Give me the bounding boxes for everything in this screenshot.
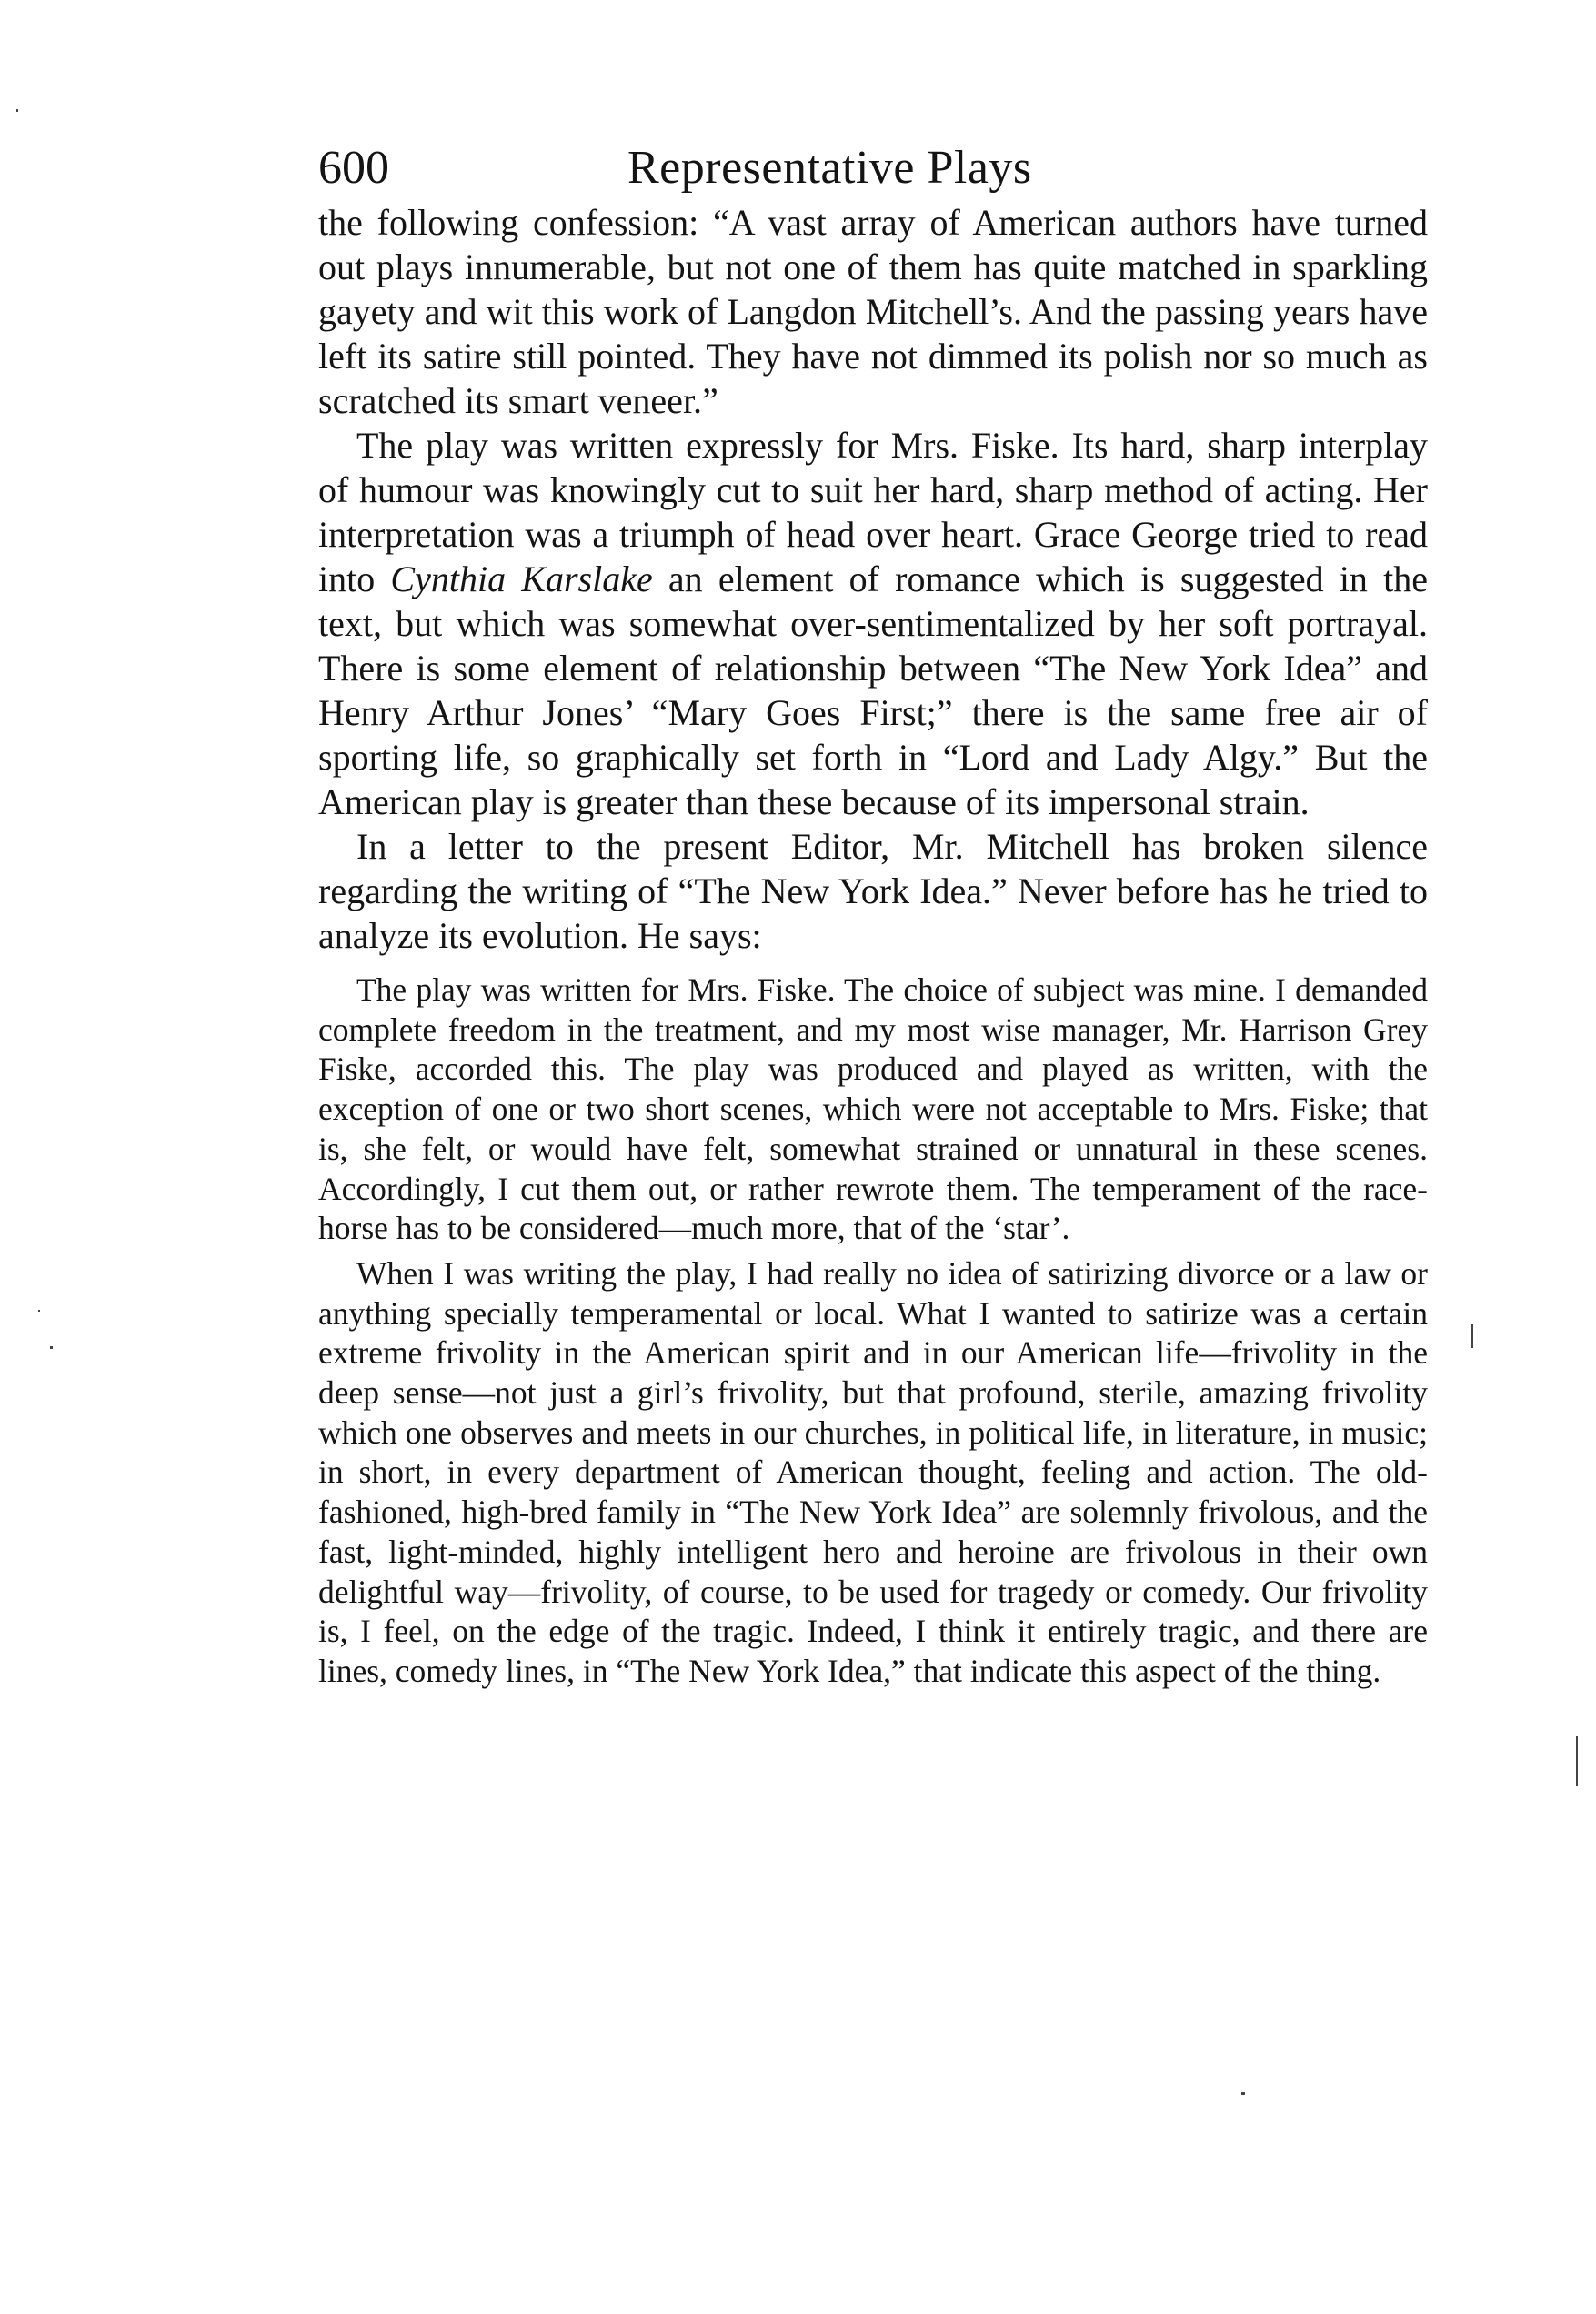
scan-speck bbox=[16, 109, 18, 112]
paragraph-1: the following confession: “A vast array of American authors have turned out plays innumerable, but not one of them has quite matched in sparkling gayety and wit this work of Langdon Mitchell’s. And the passing years have left its satire still pointed. They have not dimmed its polish nor so much as scratched its smart veneer.” bbox=[318, 202, 1428, 421]
scan-speck bbox=[38, 1310, 40, 1312]
letter-quotation bbox=[318, 971, 1428, 1692]
quote-paragraph-1: The play was written for Mrs. Fiske. The choice of subject was mine. I demanded complete freedom in the treatment, and my most wise manager, Mr. Harrison Grey Fiske, accorded this. The play was produced and played as written, with the exception of one or two short scenes, which were not acceptable to Mrs. Fiske; that is, she felt, or would have felt, somewhat strained or unnatural in these scenes. Accordingly, I cut them out, or rather rewrote them. The temperament of the race-horse has to be considered—much more, that of the ‘star’. bbox=[318, 971, 1428, 1247]
paragraph-2-text-b: an element of romance which is suggested in the text, but which was somewhat over-sentimentalized by her soft portrayal. There is some element of relationship between “The New York Idea” and Henry Arthur Jones’ “Mary Goes First;” there is the same free air of sporting life, so graphically set forth in “Lord and Lady Algy.” But the American play is greater than these because of its impersonal strain. bbox=[318, 558, 1428, 822]
running-head bbox=[318, 136, 1428, 200]
paragraph-3: In a letter to the present Editor, Mr. Mitchell has broken silence regarding the writing of “The New York Idea.” Never before has he tried to analyze its evolution. He says: bbox=[318, 826, 1428, 956]
scan-speck bbox=[1241, 2092, 1245, 2095]
scan-line bbox=[1471, 1324, 1473, 1348]
character-name: Cynthia Karslake bbox=[390, 558, 653, 599]
quote-paragraph-2: When I was writing the play, I had really no idea of satirizing divorce or a law or anything specially temperamental or local. What I wanted to satirize was a certain extreme frivolity in the American spirit and in our American life—frivolity in the deep sense—not just a girl’s frivolity, but that profound, sterile, amazing frivolity which one observes and meets in our churches, in political life, in literature, in music; in short, in every department of American thought, feeling and action. The old-fashioned, high-bred family in “The New York Idea” are solemnly frivolous, and the fast, light-minded, highly intelligent hero and heroine are frivolous in their own delightful way—frivolity, of course, to be used for tragedy or comedy. Our frivolity is, I feel, on the edge of the tragic. Indeed, I think it entirely tragic, and there are lines, comedy lines, in “The New York Idea,” that indicate this aspect of the thing. bbox=[318, 1254, 1428, 1689]
book-page bbox=[318, 136, 1428, 1692]
running-title: Representative Plays bbox=[627, 142, 1032, 194]
paragraph-2-text-a: The play was written expressly for Mrs. Fiske. Its hard, sharp interplay of humour was knowingly cut to suit her hard, sharp method of acting. Her interpretation was a triumph of head over heart. Grace George tried to read into bbox=[318, 425, 1428, 599]
page-number: 600 bbox=[318, 142, 389, 194]
paragraph-2 bbox=[318, 423, 1428, 824]
scan-speck bbox=[50, 1346, 53, 1349]
scan-line bbox=[1576, 1736, 1578, 1786]
body-text bbox=[318, 200, 1428, 958]
